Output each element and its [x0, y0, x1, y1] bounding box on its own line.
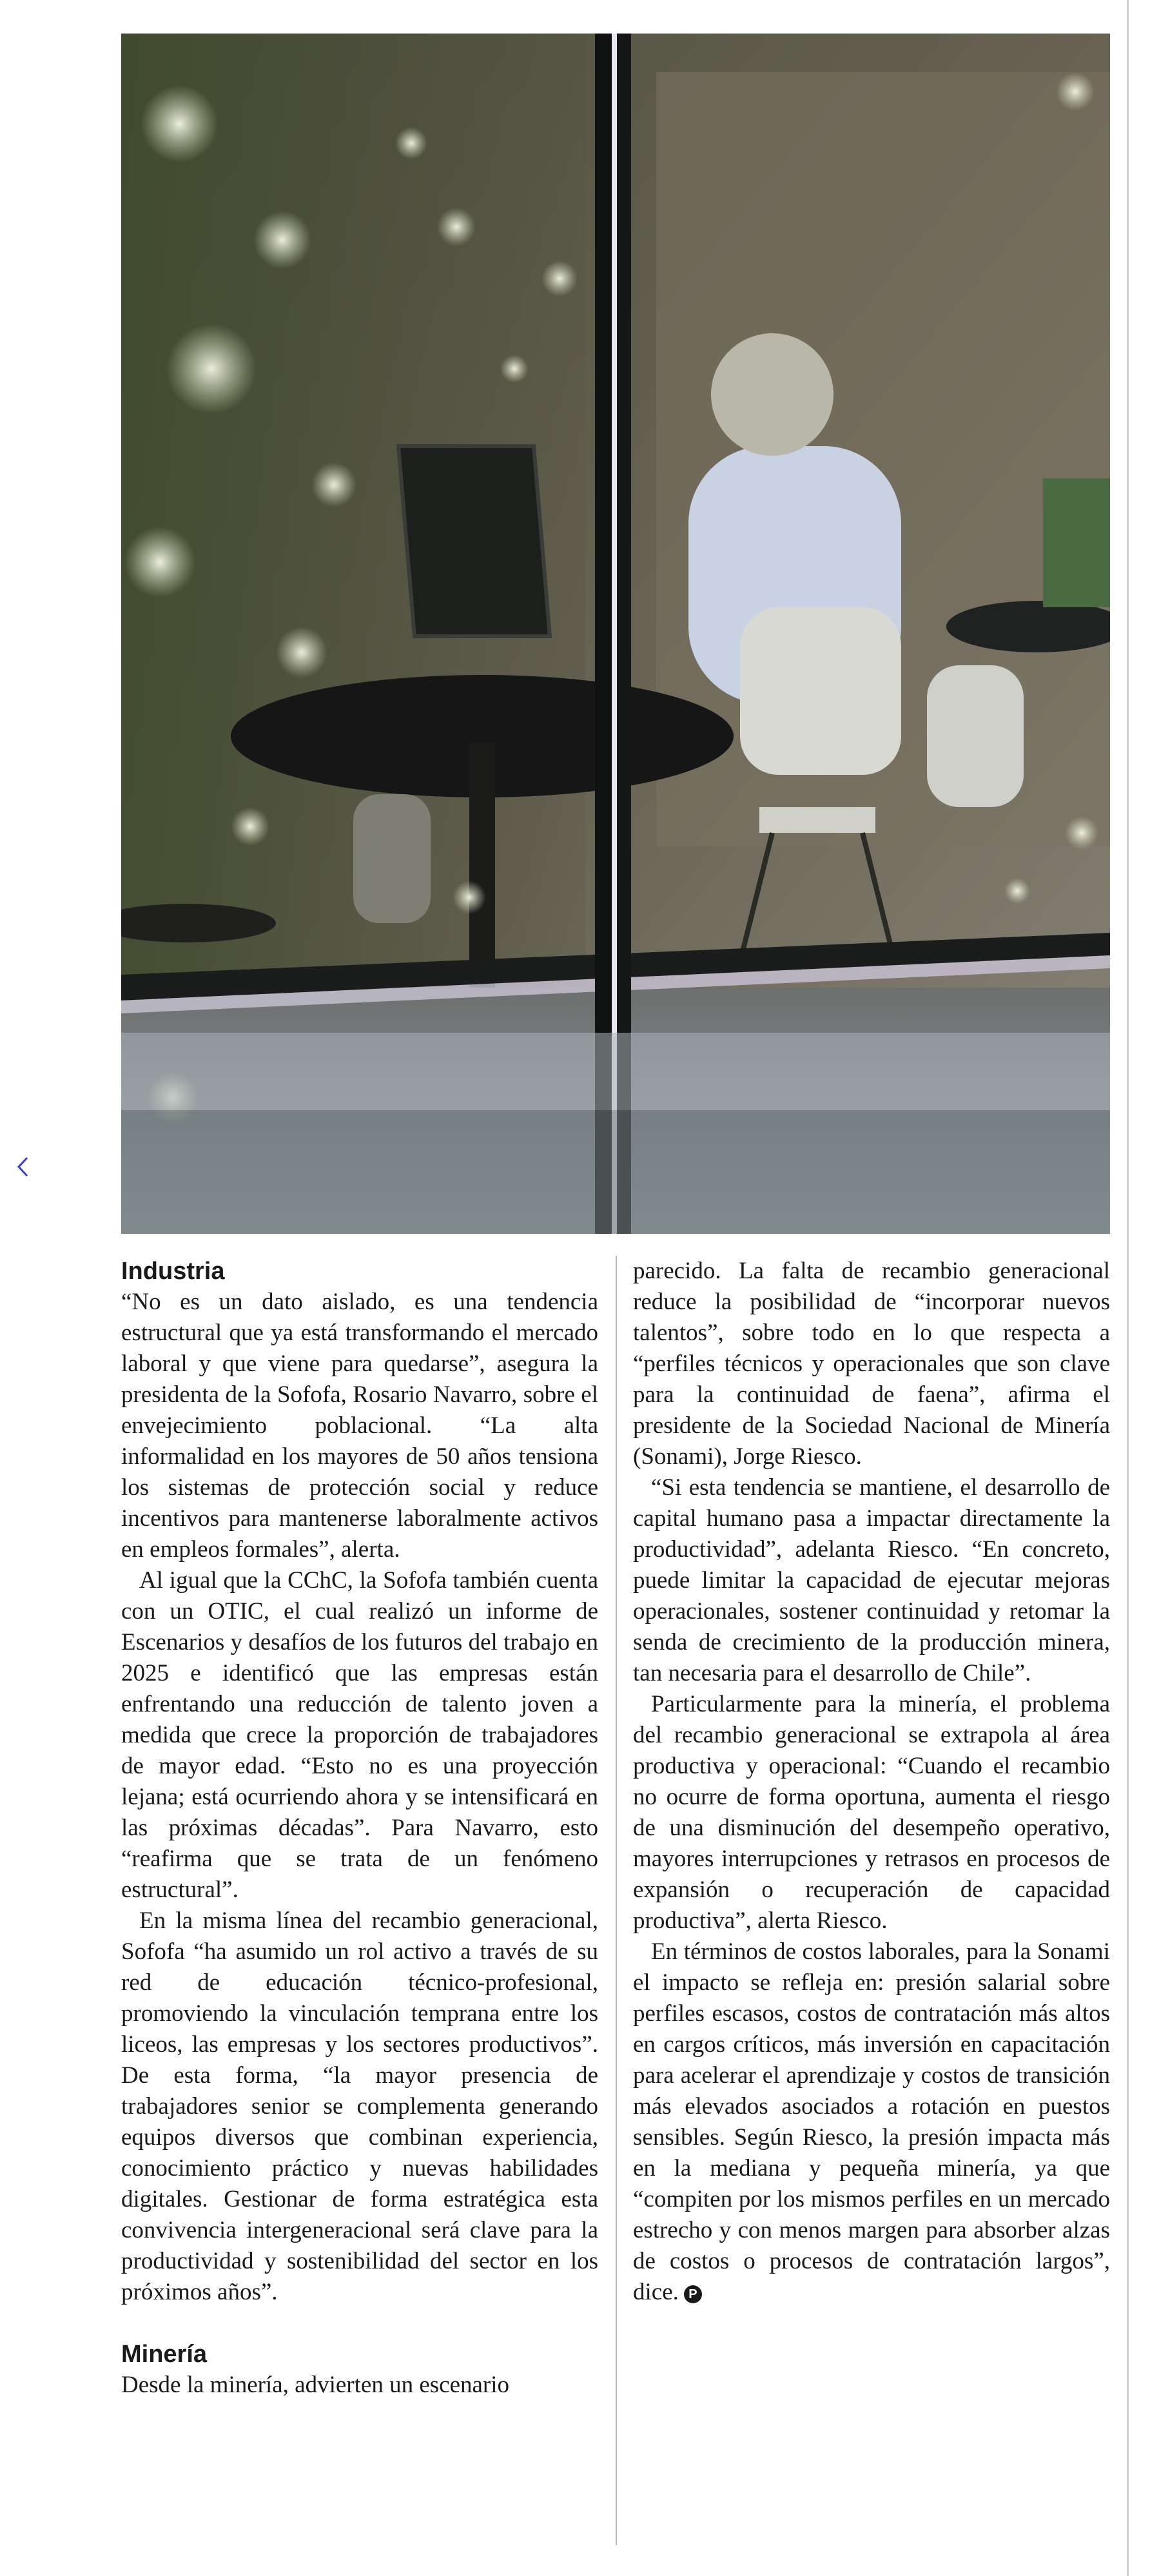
paragraph: Particularmente para la minería, el problema del recambio generacional se extrapola al área productiva y operacional: “Cuando el recambio no ocurre de forma oportuna, aumenta el riesgo de una disminución del desempeño operativo, mayores interrupciones y retrasos en procesos de expansión o recuperación de capacidad productiva”, alerta Riesco.	[633, 1691, 1110, 1934]
paragraph-final-text: En términos de costos laborales, para la Sonami el impacto se refleja en: presión salarial sobre perfiles escasos, costos de contratación más altos en cargos críticos, más inversión en capacitación para acelerar el aprendizaje y costos de transición más elevados asociados a rotación en puestos sensibles. Según Riesco, la presión impacta más en la mediana y pequeña minería, ya que “compiten por los mismos perfiles en un mercado estrecho y con menos margen para absorber alzas de costos o procesos de contratación largos”, dice.	[633, 1938, 1110, 2305]
end-of-article-icon: P	[684, 2285, 702, 2303]
article-column-right	[633, 1256, 1110, 2552]
article-column-left	[121, 1256, 598, 2552]
paragraph: parecido. La falta de recambio generacional reduce la posibilidad de “incorporar nuevos talentos”, sobre todo en lo que respecta a “perfiles técnicos y operacionales que son clave para la continuidad de faena”, afirma el presidente de la Sociedad Nacional de Minería (Sonami), Jorge Riesco.	[633, 1258, 1110, 1470]
paragraph: En la misma línea del recambio generacional, Sofofa “ha asumido un rol activo a través de su red de educación técnico-profesional, promoviendo la vinculación temprana entre los liceos, las empresas y los sectores productivos”. De esta forma, “la mayor presencia de trabajadores senior se complementa generando equipos diversos que combinan experiencia, conocimiento práctico y nuevas habilidades digitales. Gestionar de forma estratégica esta convivencia intergeneracional será clave para la productividad y sostenibilidad del sector en los próximos años”.	[121, 1908, 598, 2305]
paragraph: Al igual que la CChC, la Sofofa también cuenta con un OTIC, el cual realizó un informe de Escenarios y desafíos de los futuros del trabajo en 2025 e identificó que las empresas están enfrentando una reducción de talento joven a medida que crece la proporción de trabajadores de mayor edad. “Esto no es una proyección lejana; está ocurriendo ahora y se intensificará en las próximas décadas”. Para Navarro, esto “reafirma que se trata de un fenómeno estructural”.	[121, 1567, 598, 1903]
page-edge-divider	[1127, 0, 1129, 2576]
article-photo	[121, 34, 1110, 1234]
section-heading-industria: Industria	[121, 1258, 225, 1285]
office-through-window-image	[121, 34, 1110, 1234]
back-button[interactable]	[10, 1147, 36, 1186]
paragraph: “Si esta tendencia se mantiene, el desarrollo de capital humano pasa a impactar directamente la productividad”, adelanta Riesco. “En concreto, puede limitar la capacidad de ejecutar mejoras operacionales, sostener continuidad y retomar la senda de crecimiento de la producción minera, tan necesaria para el desarrollo de Chile”.	[633, 1474, 1110, 1686]
section-heading-mineria: Minería	[121, 2341, 208, 2368]
paragraph: “No es un dato aislado, es una tendencia estructural que ya está transformando el mercado laboral y que viene para quedarse”, asegura la presidenta de la Sofofa, Rosario Navarro, sobre el envejecimiento poblacional. “La alta informalidad en los mayores de 50 años tensiona los sistemas de protección social y reduce incentivos para mantenerse laboralmente activos en empleos formales”, alerta.	[121, 1289, 598, 1563]
paragraph: Desde la minería, advierten un escenario	[121, 2372, 510, 2398]
paragraph-final	[633, 1937, 1110, 2308]
column-divider	[616, 1256, 617, 2545]
chevron-left-icon	[15, 1154, 31, 1180]
article-body	[121, 1256, 1110, 2552]
